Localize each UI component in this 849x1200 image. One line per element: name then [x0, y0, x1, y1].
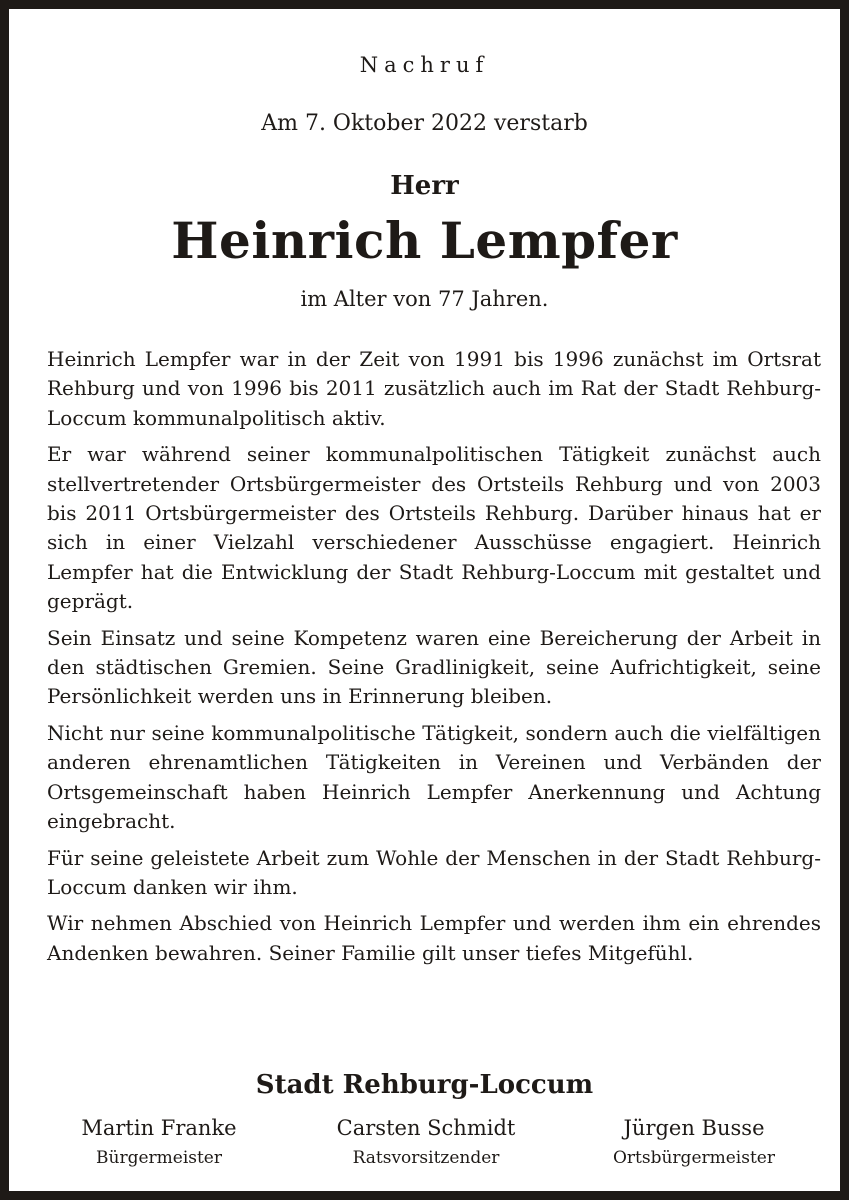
- age-line: im Alter von 77 Jahren.: [300, 287, 549, 311]
- signatory-title: Ratsvorsitzender: [352, 1148, 500, 1168]
- notice-heading: Nachruf: [359, 53, 490, 77]
- signatory: [39, 1113, 279, 1173]
- signatory-title: Ortsbürgermeister: [612, 1148, 775, 1168]
- signatory-title: Bürgermeister: [96, 1148, 222, 1168]
- signatories: [9, 1113, 840, 1173]
- signatory-name: Jürgen Busse: [623, 1116, 765, 1140]
- paragraph-offices: Er war während seiner kommunalpolitischen Tätigkeit zunächst auch stellvertretender Ortsbürgermeister des Ortsteils Rehburg und von 2003 bis 2011 Ortsbürgermeister des Ortsteils Rehburg. Darüber hinaus hat er sich in einer Vielzahl verschiedener Ausschüsse engagiert. Heinrich Lempfer hat die Entwicklung der Stadt Rehburg-Loccum mit gestaltet und geprägt.: [47, 442, 821, 614]
- signatory-name: Carsten Schmidt: [336, 1116, 516, 1140]
- paragraph-character: Sein Einsatz und seine Kompetenz waren eine Bereicherung der Arbeit in den städtischen Gremien. Seine Gradlinigkeit, seine Aufrichtigkeit, seine Persönlichkeit werden uns in Erinnerung bleiben.: [47, 625, 821, 709]
- paragraph-volunteering: Nicht nur seine kommunalpolitische Tätigkeit, sondern auch die vielfältigen anderen ehrenamtlichen Tätigkeiten in Vereinen und Verbänden der Ortsgemeinschaft haben Heinrich Lempfer Anerkennung und Achtung eingebracht.: [47, 720, 821, 834]
- signatory: [569, 1113, 819, 1173]
- deceased-name: Heinrich Lempfer: [171, 211, 678, 270]
- salutation: Herr: [390, 171, 459, 201]
- paragraph-service: Heinrich Lempfer war in der Zeit von 1991 bis 1996 zunächst im Ortsrat Rehburg und von 1996 bis 2011 zusätzlich auch im Rat der Stadt Rehburg-Loccum kommunalpolitisch aktiv.: [47, 347, 821, 430]
- paragraph-thanks: Für seine geleistete Arbeit zum Wohle der Menschen in der Stadt Rehburg-Loccum danken wir ihm.: [47, 845, 821, 899]
- death-date-line: Am 7. Oktober 2022 verstarb: [261, 111, 588, 136]
- paragraph-farewell: Wir nehmen Abschied von Heinrich Lempfer und werden ihm ein ehrendes Andenken bewahren. Seiner Familie gilt unser tiefes Mitgefühl.: [47, 911, 821, 965]
- signatory-name: Martin Franke: [81, 1116, 237, 1140]
- obituary-text: [47, 345, 821, 975]
- organization-name: Stadt Rehburg-Loccum: [255, 1070, 594, 1100]
- signatory: [299, 1113, 553, 1173]
